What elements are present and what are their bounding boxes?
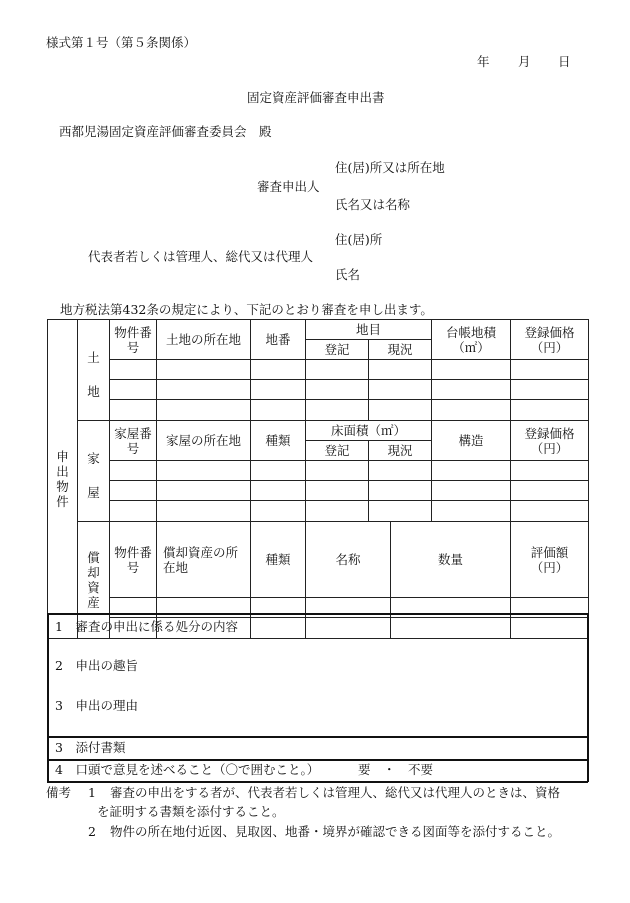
divider <box>47 759 588 761</box>
land-number-header: 物件番号 <box>110 320 157 360</box>
depreciable-number-header: 物件番号 <box>110 522 157 598</box>
depreciable-name-header: 名称 <box>306 522 391 598</box>
depreciable-label: 償 却 資 産 <box>78 522 110 639</box>
section-oral-statement: 4 口頭で意見を述べること（〇で囲むこと。） <box>55 762 320 777</box>
house-current-header: 現況 <box>369 441 432 461</box>
house-value-header: 登録価格（円） <box>511 421 589 461</box>
house-registered-header: 登記 <box>306 441 369 461</box>
document-title: 固定資産評価審査申出書 <box>247 90 385 105</box>
land-lot-header: 地番 <box>251 320 306 360</box>
house-kind-header: 種類 <box>251 421 306 461</box>
depreciable-kind-header: 種類 <box>251 522 306 598</box>
house-structure-header: 構造 <box>432 421 511 461</box>
applicant-role: 審査申出人 <box>257 179 320 194</box>
date-year: 年 <box>477 54 490 69</box>
section-attachments: 3 添付書類 <box>55 740 126 755</box>
land-value-header: 登録価格（円） <box>511 320 589 360</box>
house-row <box>48 501 589 522</box>
divider <box>47 613 588 615</box>
house-row <box>48 481 589 501</box>
border-left <box>47 613 49 782</box>
land-location-header: 土地の所在地 <box>157 320 251 360</box>
border-right <box>587 613 589 782</box>
note-2-text: 物件の所在地付近図、見取図、地番・境界が確認できる図面等を添付すること。 <box>110 824 561 839</box>
addressee: 西都児湯固定資産評価審査委員会 殿 <box>59 124 272 139</box>
notes-label: 備考 <box>46 785 72 800</box>
land-row <box>48 380 589 400</box>
house-label: 家 屋 <box>78 421 110 522</box>
land-category-header: 地目 <box>306 320 432 340</box>
divider <box>47 781 588 783</box>
land-row <box>48 400 589 421</box>
depreciable-quantity-header: 数量 <box>391 522 511 598</box>
section-disposition: 1 審査の申出に係る処分の内容 <box>55 619 238 634</box>
oral-statement-choice[interactable]: 要 ・ 不要 <box>358 762 434 777</box>
representative-name-label: 氏名 <box>335 267 361 282</box>
house-row <box>48 461 589 481</box>
intro-text: 地方税法第432条の規定により、下記のとおり審査を申し出ます。 <box>60 302 433 317</box>
note-1-number: 1 <box>88 785 96 800</box>
note-2-number: 2 <box>88 824 96 839</box>
house-number-header: 家屋番号 <box>110 421 157 461</box>
section-reason: 3 申出の理由 <box>55 698 138 713</box>
applicant-address-label: 住(居)所又は所在地 <box>335 160 445 175</box>
note-1-line-2: を証明する書類を添付すること。 <box>97 804 285 819</box>
property-table <box>47 319 589 639</box>
land-row <box>48 360 589 380</box>
depreciable-appraised-header: 評価額（円） <box>511 522 589 598</box>
land-registered-header: 登記 <box>306 340 369 360</box>
form-number: 様式第１号（第５条関係） <box>46 35 197 50</box>
house-location-header: 家屋の所在地 <box>157 421 251 461</box>
date-month: 月 <box>518 54 531 69</box>
divider <box>47 736 588 738</box>
land-current-header: 現況 <box>369 340 432 360</box>
date-day: 日 <box>558 54 571 69</box>
property-group-label: 申出物件 <box>48 320 78 639</box>
representative-address-label: 住(居)所 <box>335 232 383 247</box>
house-floor-header: 床面積（㎡） <box>306 421 432 441</box>
representative-role: 代表者若しくは管理人、総代又は代理人 <box>88 249 314 264</box>
section-purpose: 2 申出の趣旨 <box>55 658 138 673</box>
note-1-line-1: 審査の申出をする者が、代表者若しくは管理人、総代又は代理人のときは、資格 <box>110 785 561 800</box>
land-area-header: 台帳地積（㎡） <box>432 320 511 360</box>
depreciable-location-header: 償却資産の所在地 <box>157 522 251 598</box>
land-label: 土 地 <box>78 320 110 421</box>
applicant-name-label: 氏名又は名称 <box>335 197 411 212</box>
